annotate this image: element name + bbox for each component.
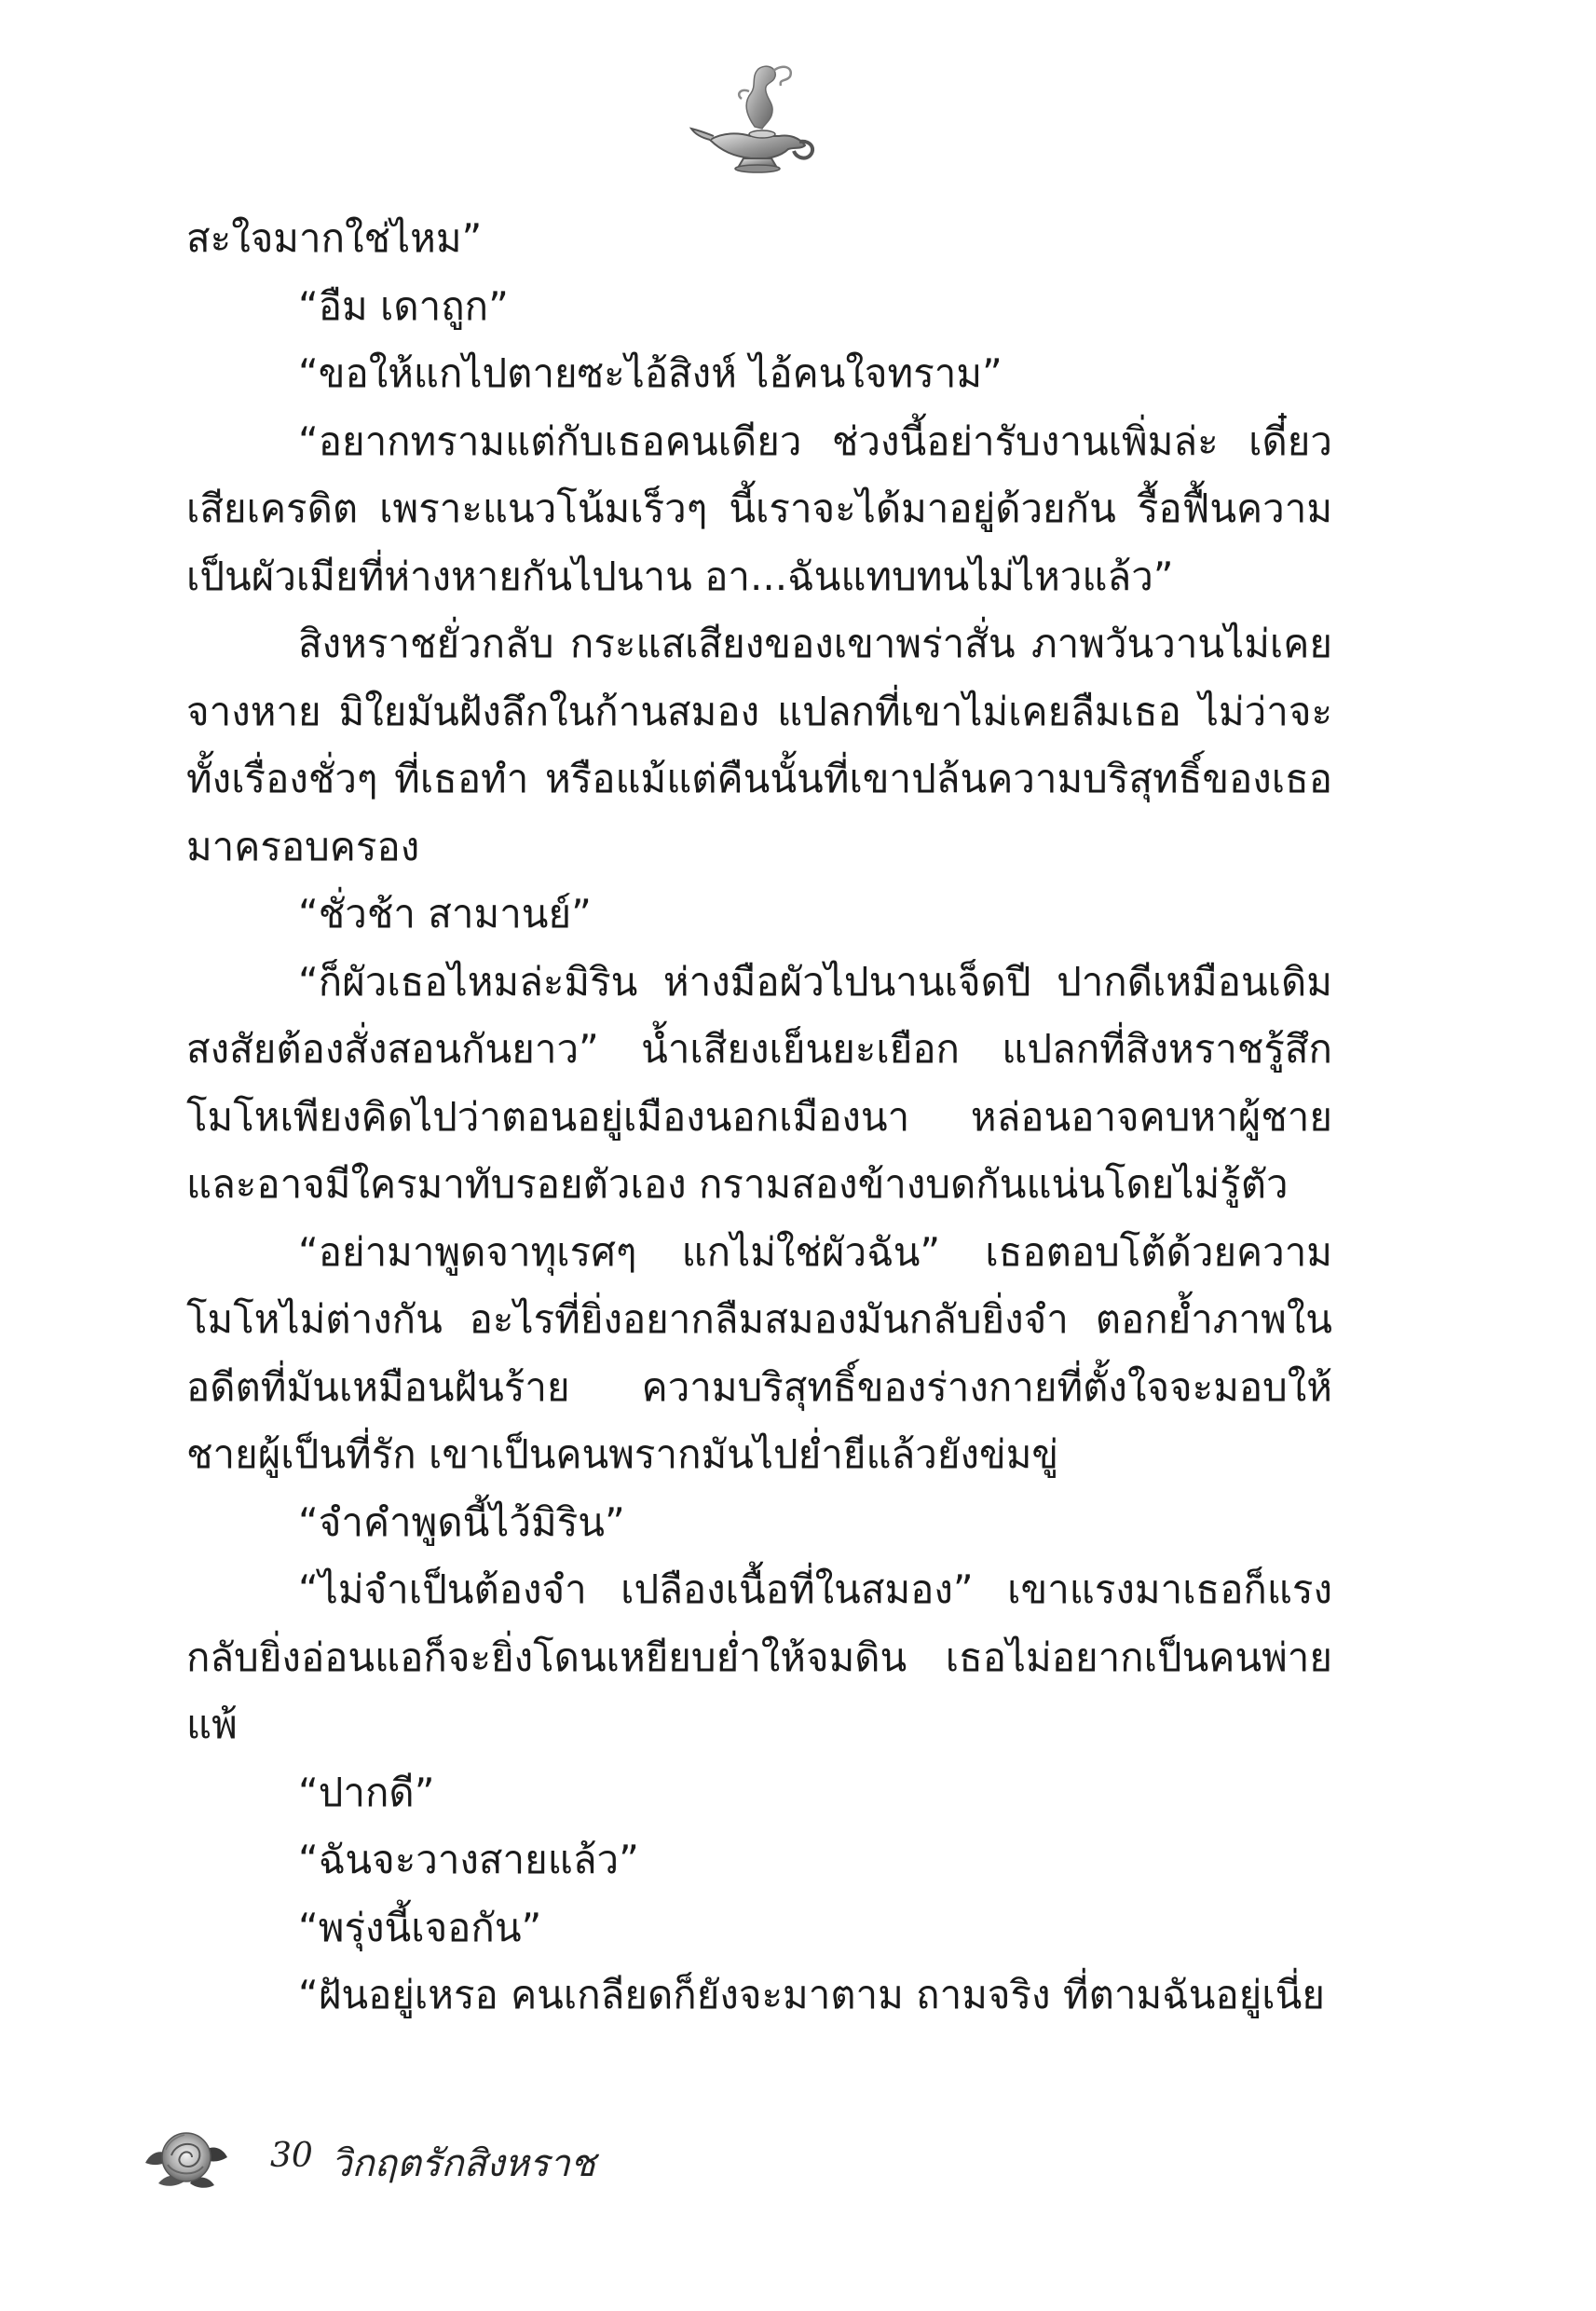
paragraph: “ปากดี” — [298, 1769, 435, 1815]
rose-icon — [140, 2120, 233, 2195]
paragraph: “อยากทรามแต่กับเธอคนเดียว ช่วงนี้อย่ารับงานเพิ่มล่ะ เดี๋ยวเสียเครดิต เพราะแนวโน้มเร็วๆ นี้เราจะได้มาอยู่ด้วยกัน รื้อฟื้นความเป็นผัวเมียที่ห่างหายกันไปนาน อา...ฉันแทบทนไม่ไหวแล้ว” — [186, 417, 1332, 599]
body-text — [186, 205, 1332, 2030]
paragraph: “อย่ามาพูดจาทุเรศๆ แกไม่ใช่ผัวฉัน” เธอตอบโต้ด้วยความโมโหไม่ต่างกัน อะไรที่ยิ่งอยากลืมสมองมันกลับยิ่งจำ ตอกย้ำภาพในอดีตที่มันเหมือนฝันร้าย ความบริสุทธิ์ของร่างกายที่ตั้งใจจะมอบให้ชายผู้เป็นที่รัก เขาเป็นคนพรากมันไปย่ำยีแล้วยังข่มขู่ — [186, 1228, 1332, 1477]
paragraph: “จำคำพูดนี้ไว้มิริน” — [298, 1498, 625, 1545]
page-footer — [140, 2120, 699, 2204]
paragraph: สิงหราชยั่วกลับ กระแสเสียงของเขาพร่าสั่น ภาพวันวานไม่เคยจางหาย มิใยมันฝังลึกในก้านสมอง แปลกที่เขาไม่เคยลืมเธอ ไม่ว่าจะทั้งเรื่องชั่วๆ ที่เธอทำ หรือแม้แต่คืนนั้นที่เขาปล้นความบริสุทธิ์ของเธอมาครอบครอง — [186, 621, 1332, 869]
paragraph: “ไม่จำเป็นต้องจำ เปลืองเนื้อที่ในสมอง” เขาแรงมาเธอก็แรงกลับยิ่งอ่อนแอก็จะยิ่งโดนเหยียบย่ำให้จมดิน เธอไม่อยากเป็นคนพ่ายแพ้ — [186, 1566, 1332, 1747]
paragraph: “ก็ผัวเธอไหมล่ะมิริน ห่างมือผัวไปนานเจ็ดปี ปากดีเหมือนเดิมสงสัยต้องสั่งสอนกันยาว” น้ำเสียงเย็นยะเยือก แปลกที่สิงหราชรู้สึกโมโหเพียงคิดไปว่าตอนอยู่เมืองนอกเมืองนา หล่อนอาจคบหาผู้ชายและอาจมีใครมาทับรอยตัวเอง กรามสองข้างบดกันแน่นโดยไม่รู้ตัว — [186, 958, 1332, 1207]
page-number: 30 — [270, 2137, 313, 2175]
paragraph: “อืม เดาถูก” — [298, 282, 509, 329]
paragraph: “ฝันอยู่เหรอ คนเกลียดก็ยังจะมาตาม ถามจริง ที่ตามฉันอยู่เนี่ย — [298, 1972, 1325, 2017]
paragraph: “พรุ่งนี้เจอกัน” — [298, 1904, 542, 1950]
paragraph: “ฉันจะวางสายแล้ว” — [298, 1837, 639, 1882]
book-title: วิกฤตรักสิงหราช — [331, 2142, 595, 2185]
paragraph: สะใจมากใช่ไหม” — [186, 215, 483, 261]
genie-lamp-icon — [689, 54, 820, 175]
paragraph: “ชั่วช้า สามานย์” — [298, 891, 592, 937]
paragraph: “ขอให้แกไปตายซะไอ้สิงห์ ไอ้คนใจทราม” — [298, 350, 1003, 396]
